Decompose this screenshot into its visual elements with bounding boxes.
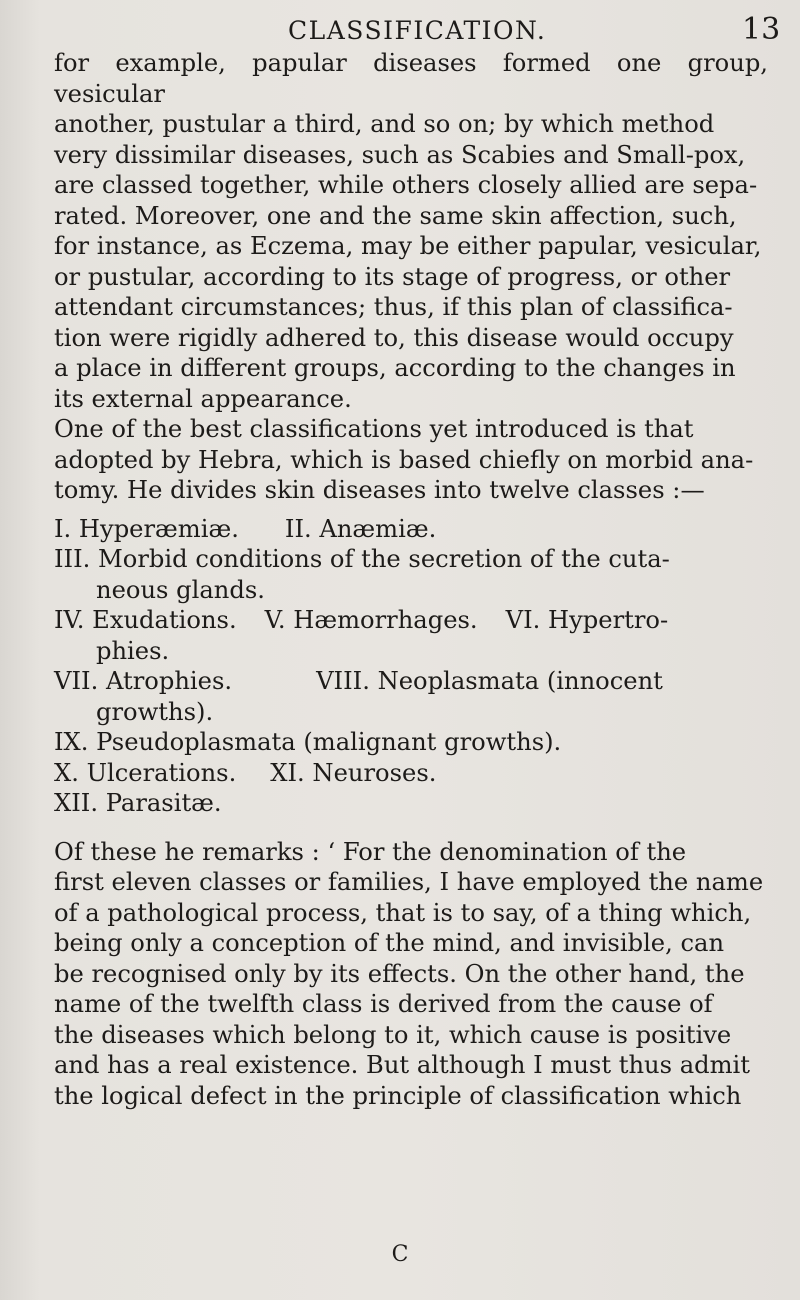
text-line: One of the best classifications yet introduced is that — [54, 415, 694, 443]
text-line: and has a real existence. But although I must thus admit — [54, 1051, 751, 1079]
text-line: the logical defect in the principle of classification which — [54, 1081, 742, 1110]
body-text — [54, 48, 768, 1111]
class-item: II. Anæmiæ. — [284, 514, 437, 543]
class-list-line — [54, 544, 768, 605]
signature-mark: C — [391, 1242, 409, 1267]
text-line: or pustular, according to its stage of progress, or other — [54, 262, 731, 291]
text-line: for instance, as Eczema, may be either papular, vesicular, — [54, 232, 762, 260]
text-line: the diseases which belong to it, which cause is positive — [54, 1020, 732, 1049]
text-line: name of the twelfth class is derived from the cause of — [54, 990, 713, 1018]
class-item-continuation: phies. — [96, 636, 170, 665]
paragraph-2 — [54, 414, 768, 506]
text-line: very dissimilar diseases, such as Scabies and Small-pox, — [54, 140, 746, 169]
class-list-line — [54, 758, 768, 789]
class-item: X. Ulcerations. — [54, 758, 237, 787]
class-item-continuation: growths). — [96, 697, 214, 726]
class-list-line — [54, 727, 768, 758]
page-header — [0, 12, 800, 52]
class-item: XII. Parasitæ. — [54, 789, 222, 817]
class-item: XI. Neuroses. — [270, 758, 437, 787]
text-line: Of these he remarks : ‘ For the denomination of the — [54, 837, 687, 866]
page-number: 13 — [742, 12, 781, 47]
class-item: IX. Pseudoplasmata (malignant growths). — [54, 728, 562, 756]
text-line: are classed together, while others closely allied are sepa- — [54, 171, 758, 199]
class-list-line — [54, 788, 768, 819]
text-line: another, pustular a third, and so on; by which method — [54, 110, 715, 138]
text-line: its external appearance. — [54, 384, 352, 413]
paragraph-1 — [54, 48, 768, 414]
running-head: CLASSIFICATION. — [288, 16, 547, 45]
class-list-line — [54, 605, 768, 666]
text-line: for example, papular diseases formed one group, vesicular — [54, 49, 768, 108]
text-line: being only a conception of the mind, and invisible, can — [54, 929, 725, 957]
class-item: V. Hæmorrhages. — [264, 606, 478, 634]
class-item: III. Morbid conditions of the secretion of the cuta- — [54, 545, 670, 573]
text-line: tion were rigidly adhered to, this disease would occupy — [54, 323, 734, 352]
class-item-continuation: neous glands. — [96, 575, 265, 604]
class-item: VIII. Neoplasmata (innocent — [316, 667, 663, 695]
paragraph-3 — [54, 837, 768, 1112]
class-list — [54, 514, 768, 819]
text-line: a place in different groups, according to the changes in — [54, 354, 736, 382]
class-item: VI. Hypertro- — [505, 606, 669, 634]
text-line: first eleven classes or families, I have employed the name — [54, 868, 764, 896]
text-line: adopted by Hebra, which is based chiefly on morbid ana- — [54, 445, 754, 474]
class-list-line — [54, 514, 768, 545]
text-line: attendant circumstances; thus, if this plan of classifica- — [54, 293, 733, 321]
class-item: I. Hyperæmiæ. — [54, 514, 239, 543]
text-line: tomy. He divides skin diseases into twelve classes :— — [54, 476, 705, 504]
class-list-line — [54, 666, 768, 727]
class-item: VII. Atrophies. — [54, 667, 233, 695]
text-line: of a pathological process, that is to say, of a thing which, — [54, 898, 752, 927]
text-line: rated. Moreover, one and the same skin affection, such, — [54, 201, 737, 230]
text-line: be recognised only by its effects. On the other hand, the — [54, 959, 745, 988]
class-item: IV. Exudations. — [54, 606, 237, 634]
